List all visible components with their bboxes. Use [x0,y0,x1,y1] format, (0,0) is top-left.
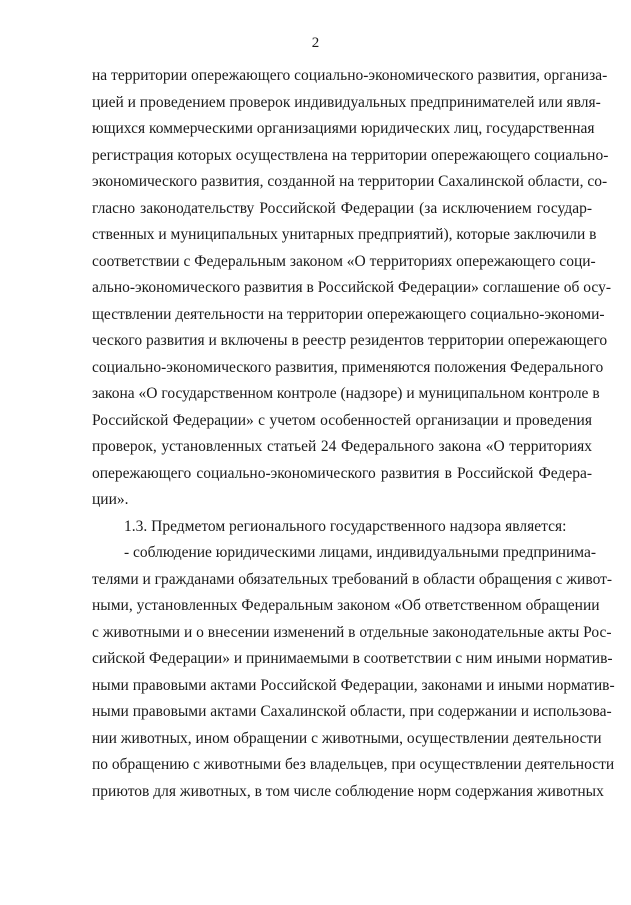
text-line: закона «О государственном контроле (надзоре) и муниципальном контроле в [92,385,600,402]
text-line: ществлении деятельности на территории опережающего социально-экономи- [92,305,605,323]
text-line: приютов для животных, в том числе соблюдение норм содержания животных [92,782,604,800]
text-line: Российской Федерации» с учетом особенностей организации и проведения [92,411,592,429]
text-line: ально-экономического развития в Российской Федерации» соглашение об осу- [92,279,611,296]
text-line: проверок, установленных статьей 24 Федерального закона «О территориях [92,438,592,455]
text-line: сийской Федерации» и принимаемыми в соответствии с ним иными норматив- [92,650,613,667]
document-body [92,63,615,805]
text-line: с животными и о внесении изменений в отдельные законодательные акты Рос- [92,623,612,641]
section-heading-line: 1.3. Предметом регионального государственного надзора является: [124,517,567,535]
text-line: ственных и муниципальных унитарных предприятий), которые заключили в [92,226,597,243]
text-line: ными правовыми актами Российской Федерации, законами и иными норматив- [92,676,615,694]
text-line: ными правовыми актами Сахалинской области, при содержании и использова- [92,703,612,720]
text-line: экономического развития, созданной на территории Сахалинской области, со- [92,173,608,190]
page-number: 2 [311,35,320,51]
text-line: нии животных, ином обращении с животными, осуществлении деятельности [92,729,602,747]
text-line: соответствии с Федеральным законом «О территориях опережающего соци- [92,252,596,270]
text-line: гласно законодательству Российской Федерации (за исключением государ- [92,199,592,217]
text-line: ческого развития и включены в реестр резидентов территории опережающего [92,332,608,349]
paragraph [92,63,611,514]
text-line: - соблюдение юридическими лицами, индивидуальными предпринима- [124,544,597,561]
paragraph [92,540,615,805]
text-line: регистрация которых осуществлена на территории опережающего социально- [92,146,609,164]
paragraph [92,514,592,541]
text-line: по обращению с животными без владельцев, при осуществлении деятельности [92,756,615,773]
text-line: ции». [92,491,129,508]
text-line: опережающего социально-экономического развития в Российской Федера- [92,464,592,482]
text-line: ными, установленных Федеральным законом «Об ответственном обращении [92,597,600,614]
text-line: телями и гражданами обязательных требований в области обращения с живот- [92,570,613,588]
text-line: социально-экономического развития, применяются положения Федерального [92,358,604,376]
text-line: цией и проведением проверок индивидуальных предпринимателей или явля- [92,93,601,111]
text-line: на территории опережающего социально-экономического развития, организа- [92,67,608,84]
text-line: ющихся коммерческими организациями юридических лиц, государственная [92,120,595,137]
